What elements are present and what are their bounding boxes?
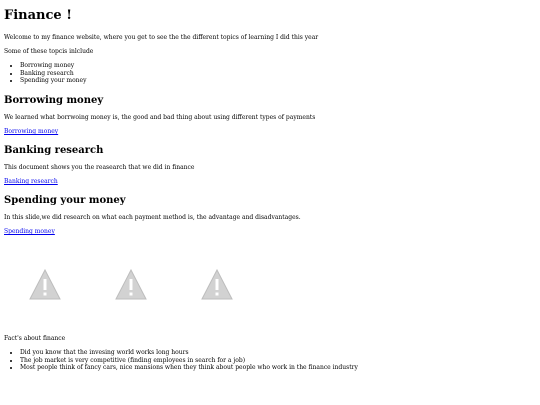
broken-image-icon — [114, 268, 148, 302]
image-3 — [190, 258, 244, 312]
broken-image-icon — [200, 268, 234, 302]
broken-image-icon — [28, 268, 62, 302]
section-heading-banking: Banking research — [4, 145, 104, 156]
page-title: Finance ! — [4, 8, 72, 23]
facts-label: Fact's about finance — [4, 335, 66, 342]
image-1 — [18, 258, 72, 312]
section-text-banking: This document shows you the reasearch that we did in finance — [4, 164, 195, 171]
section-text-borrowing: We learned what borrwoing money is, the good and bad thing about using different types of payments — [4, 114, 316, 121]
section-heading-spending: Spending your money — [4, 195, 126, 206]
link-banking-research[interactable]: Banking research — [4, 178, 58, 185]
list-item: • Most people think of fancy cars, nice mansions when they think about people who work in the finance industry — [20, 364, 358, 372]
list-item: • Did you know that the invesing world works long hours — [20, 349, 358, 357]
section-heading-borrowing: Borrowing money — [4, 95, 104, 106]
list-item: • Spending your money — [20, 77, 87, 85]
list-item: • Banking research — [20, 70, 87, 78]
topics-label: Some of these topcis inlclude — [4, 48, 94, 55]
topics-list — [4, 62, 87, 85]
facts-list — [4, 349, 358, 372]
list-item: • The job market is very competitive (finding employees in search for a job) — [20, 357, 358, 365]
list-item: • Borrowing money — [20, 62, 87, 70]
link-borrowing-money[interactable]: Borrowing money — [4, 128, 59, 135]
image-2 — [104, 258, 158, 312]
link-spending-money[interactable]: Spending money — [4, 228, 55, 235]
intro-text: Welcome to my finance website, where you get to see the the different topics of learning I did this year — [4, 34, 319, 41]
section-text-spending: In this slide,we did research on what each payment method is, the advantage and disadvantages. — [4, 214, 301, 221]
